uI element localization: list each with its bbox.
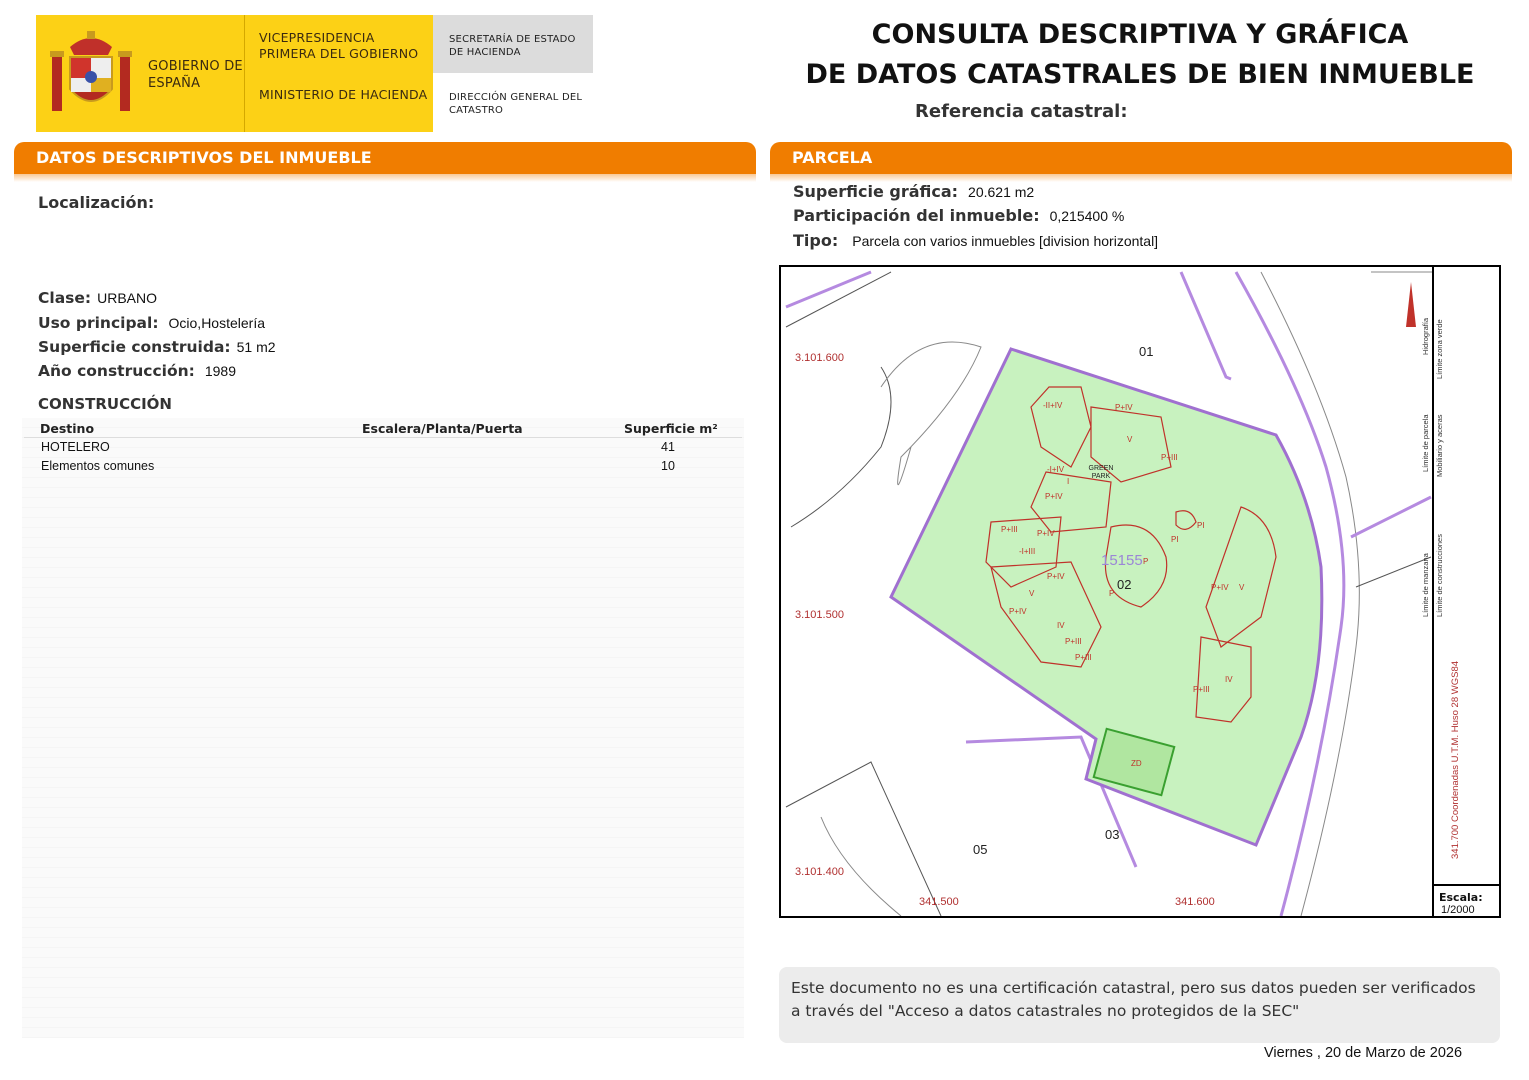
ministerio-text: MINISTERIO DE HACIENDA <box>259 87 428 102</box>
vicepresidencia-text: VICEPRESIDENCIA PRIMERA DEL GOBIERNO <box>259 30 419 61</box>
x-coord-label-1: 341.500 <box>919 896 959 908</box>
uso-value: Ocio,Hostelería <box>168 315 265 331</box>
descriptivos-section-title: DATOS DESCRIPTIVOS DEL INMUEBLE <box>36 148 372 167</box>
floor-label: P <box>1143 557 1149 566</box>
tipo-row <box>793 231 1158 250</box>
floor-label: P+III <box>1001 525 1018 534</box>
tipo-label: Tipo: <box>793 231 839 250</box>
floor-label: P+IV <box>1047 572 1065 581</box>
legend-item-construcciones: Límite de construcciones <box>1435 534 1444 617</box>
superficie-construida-row <box>38 337 276 356</box>
floor-label: V <box>1127 435 1133 444</box>
floor-label: PI <box>1171 535 1179 544</box>
legend-item-hidrografia: Hidrografía <box>1421 317 1430 355</box>
title-line-2: DE DATOS CATASTRALES DE BIEN INMUEBLE <box>805 59 1475 90</box>
table-row-2-destino: Elementos comunes <box>41 459 155 473</box>
y-coord-label-2: 3.101.500 <box>795 609 844 621</box>
participacion-value: 0,215400 % <box>1049 208 1125 224</box>
floor-label: P+IV <box>1115 403 1133 412</box>
superficie-construida-label: Superficie construida: <box>38 338 231 356</box>
floor-label: V <box>1029 589 1035 598</box>
notice-text: Este documento no es una certificación catastral, pero sus datos pueden ser verificados a través del "Acceso a datos catastrales no protegidos de la SEC" <box>791 979 1476 1020</box>
floor-label: P+IV <box>1009 607 1027 616</box>
floor-label: P+IV <box>1045 492 1063 501</box>
anio-construccion-row <box>38 361 236 380</box>
direccion-text: DIRECCIÓN GENERAL DEL CATASTRO <box>449 92 583 116</box>
referencia-catastral-label: Referencia catastral: <box>915 101 1128 122</box>
cadastral-map[interactable] <box>779 265 1501 918</box>
legend-item-parcela: Límite de parcela <box>1421 414 1430 472</box>
clase-label: Clase: <box>38 289 92 307</box>
x-coord-label-2: 341.600 <box>1175 896 1215 908</box>
parcel-id-03: 03 <box>1105 827 1120 842</box>
table-header-destino: Destino <box>40 421 95 436</box>
floor-label: V <box>1239 583 1245 592</box>
floor-label: -I+III <box>1019 547 1036 556</box>
building-name-label: GREEN PARK <box>1088 465 1114 480</box>
uso-label: Uso principal: <box>38 314 159 332</box>
superficie-grafica-label: Superficie gráfica: <box>793 182 959 201</box>
floor-label: I <box>1067 477 1070 486</box>
floor-label: ZD <box>1131 759 1142 768</box>
table-row-2-superficie: 10 <box>661 459 675 473</box>
parcela-section-bar <box>770 142 1512 174</box>
y-coord-label-3: 3.101.400 <box>795 866 844 878</box>
parcela-section-title: PARCELA <box>792 148 873 167</box>
parcela-bar-shadow <box>770 174 1512 182</box>
floor-label: P+III <box>1161 453 1178 462</box>
floor-label: PI <box>1197 521 1205 530</box>
tipo-value: Parcela con varios inmuebles [division horizontal] <box>852 233 1159 249</box>
floor-label: P+IV <box>1037 529 1055 538</box>
logo-separator <box>244 15 245 132</box>
parcel-id-02: 02 <box>1117 577 1132 592</box>
coords-note: 341.700 Coordenadas U.T.M. Huso 28 WGS84 <box>1450 660 1461 859</box>
parcel-id-01: 01 <box>1139 344 1154 359</box>
north-arrow-icon <box>1406 282 1416 327</box>
floor-label: P+IV <box>1211 583 1229 592</box>
clase-value: URBANO <box>97 290 157 306</box>
table-row-1-destino: HOTELERO <box>41 440 110 454</box>
table-header-escalera: Escalera/Planta/Puerta <box>362 421 523 436</box>
escala-label: Escala: <box>1439 891 1483 904</box>
superficie-grafica-value: 20.621 m2 <box>968 184 1035 200</box>
floor-label: P <box>1109 589 1115 598</box>
descriptivos-bar-shadow <box>14 174 756 182</box>
superficie-construida-value: 51 m2 <box>236 339 276 355</box>
floor-label: -II+IV <box>1043 401 1063 410</box>
legend-item-zona-verde: Límite zona verde <box>1435 319 1444 379</box>
map-drawing <box>781 267 1499 916</box>
title-line-1: CONSULTA DESCRIPTIVA Y GRÁFICA <box>871 19 1409 50</box>
anio-construccion-value: 1989 <box>204 363 236 379</box>
localizacion-label: Localización: <box>38 193 155 212</box>
descriptivos-section-bar <box>14 142 756 174</box>
floor-label: P+III <box>1193 685 1210 694</box>
coat-of-arms-icon <box>48 27 134 117</box>
floor-label: P+III <box>1065 637 1082 646</box>
floor-label: IV <box>1225 675 1233 684</box>
y-coord-label-1: 3.101.600 <box>795 352 844 364</box>
gobierno-text: GOBIERNO DE ESPAÑA <box>148 59 243 91</box>
participacion-row <box>793 206 1124 225</box>
clase-row <box>38 288 157 307</box>
floor-label: IV <box>1057 621 1065 630</box>
floor-label: -I+IV <box>1047 465 1065 474</box>
construccion-table <box>22 418 744 1038</box>
document-date: Viernes , 20 de Marzo de 2026 <box>1264 1045 1463 1061</box>
secretaria-text: SECRETARÍA DE ESTADO DE HACIENDA <box>449 34 576 58</box>
localizacion-row <box>38 193 154 212</box>
construccion-title: CONSTRUCCIÓN <box>38 395 172 413</box>
table-header-divider <box>24 437 742 438</box>
table-header-superficie: Superficie m² <box>624 421 718 436</box>
parcel-id-05: 05 <box>973 842 988 857</box>
anio-construccion-label: Año construcción: <box>38 362 195 380</box>
superficie-grafica-row <box>793 182 1034 201</box>
uso-row <box>38 313 265 332</box>
page-title <box>800 15 1480 95</box>
participacion-label: Participación del inmueble: <box>793 206 1040 225</box>
notice-box <box>779 967 1500 1043</box>
legend-item-manzana: Límite de manzana <box>1421 553 1430 617</box>
parcel-number: 15155 <box>1101 552 1143 569</box>
floor-label: P+III <box>1075 653 1092 662</box>
table-row-1-superficie: 41 <box>661 440 675 454</box>
escala-value: 1/2000 <box>1441 904 1475 916</box>
legend-item-mobiliario: Mobiliario y aceras <box>1435 414 1444 477</box>
